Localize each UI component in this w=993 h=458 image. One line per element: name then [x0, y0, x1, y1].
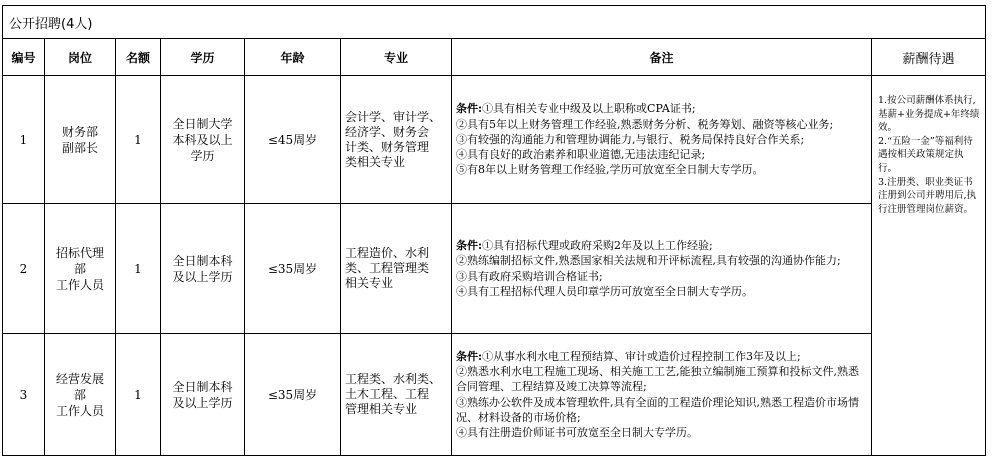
notes-label: 条件:	[456, 102, 483, 116]
education-line: 及以上学历	[172, 269, 233, 284]
note-item: ②具有5年以上财务管理工作经验,熟悉财务分析、税务筹划、融资等核心业务;	[456, 117, 834, 131]
header-major: 专业	[341, 39, 452, 76]
table-title: 公开招聘(4人)	[3, 6, 986, 39]
salary-cell	[872, 76, 986, 456]
education-line: 及以上学历	[172, 395, 233, 410]
note-item: ④具有良好的政治素养和职业道德,无违法违纪记录;	[456, 148, 706, 162]
note-item: ①具有相关专业中级及以上职称或CPA证书;	[482, 102, 696, 116]
education-cell	[161, 76, 245, 204]
education-cell	[161, 334, 245, 456]
note-item: ④具有工程招标代理人员印章学历可放宽至全日制大专学历。	[456, 284, 753, 298]
major-cell	[341, 334, 452, 456]
row-number: 2	[3, 204, 45, 334]
major-line: 工程造价、水利	[345, 246, 430, 260]
note-item: ②熟悉水利水电工程施工现场、相关施工工艺,能独立编制施工预算和投标文件,熟悉合同管理、工程结算及竣工决算等流程;	[456, 365, 859, 394]
header-education: 学历	[161, 39, 245, 76]
note-item: ③具有政府采购培训合格证书;	[456, 269, 603, 283]
education-line: 全日制本科	[172, 253, 233, 268]
education-line: 本科及以上	[172, 132, 233, 147]
row-number: 3	[3, 334, 45, 456]
quota-cell: 1	[116, 204, 161, 334]
major-line: 经济学、财务会	[345, 124, 430, 139]
major-line: 计类、财务管理	[345, 139, 430, 154]
header-notes: 备注	[452, 39, 872, 76]
note-item: ①从事水利水电工程预结算、审计或造价过程控制工作3年及以上;	[482, 349, 801, 363]
education-line: 全日制大学	[172, 116, 233, 131]
note-item: ①具有招标代理或政府采购2年及以上工作经验;	[482, 239, 713, 253]
position-cell	[45, 334, 116, 456]
note-item: ③熟练办公软件及成本管理软件,具有全面的工程造价理论知识,熟悉工程造价市场情况、材料设备的市场价格;	[456, 395, 859, 424]
header-row	[3, 39, 986, 76]
major-line: 工程类、水利类、	[345, 372, 442, 386]
note-item: ⑤有8年以上财务管理工作经验,学历可放宽至全日制大专学历。	[456, 163, 764, 177]
age-cell: ≤35周岁	[245, 334, 341, 456]
header-position: 岗位	[45, 39, 116, 76]
note-item: ③有较强的沟通能力和管理协调能力,与银行、税务局保持良好合作关系;	[456, 132, 805, 146]
table-row	[3, 76, 986, 204]
notes-cell	[452, 204, 872, 334]
position-line: 经营发展	[55, 371, 104, 386]
major-cell	[341, 204, 452, 334]
quota-cell: 1	[116, 76, 161, 204]
recruitment-table-wrapper	[2, 5, 985, 456]
header-quota: 名额	[116, 39, 161, 76]
position-cell	[45, 204, 116, 334]
major-line: 相关专业	[345, 276, 394, 290]
major-line: 会计学、审计学、	[345, 109, 442, 124]
major-line: 管理相关专业	[345, 402, 418, 416]
notes-label: 条件:	[456, 349, 483, 363]
notes-cell	[452, 76, 872, 204]
education-line: 学历	[190, 148, 215, 163]
education-cell	[161, 204, 245, 334]
notes-label: 条件:	[456, 239, 483, 253]
position-cell	[45, 76, 116, 204]
major-line: 土木工程、工程	[345, 387, 430, 401]
position-line: 部	[73, 387, 86, 402]
position-line: 部	[73, 261, 86, 276]
quota-cell: 1	[116, 334, 161, 456]
table-row	[3, 204, 986, 334]
salary-item: 1.按公司薪酬体系执行,基薪+业务提成+年终绩效。	[878, 95, 980, 134]
notes-cell	[452, 334, 872, 456]
major-line: 类相关专业	[345, 154, 406, 169]
salary-item: 3.注册类、职业类证书注册到公司并聘用后,执行注册管理岗位薪资。	[878, 176, 977, 215]
header-age: 年龄	[245, 39, 341, 76]
position-line: 招标代理	[55, 245, 104, 260]
header-no: 编号	[3, 39, 45, 76]
recruitment-table	[2, 5, 986, 456]
header-salary: 薪酬待遇	[872, 39, 986, 76]
note-item: ④具有注册造价师证书可放宽至全日制大专学历。	[456, 425, 698, 439]
position-line: 财务部	[61, 124, 98, 139]
position-line: 副部长	[61, 140, 98, 155]
salary-item: 2.“五险一金”等福利待遇按相关政策规定执行。	[878, 135, 973, 174]
education-line: 全日制本科	[172, 379, 233, 394]
note-item: ②熟练编制招标文件,熟悉国家相关法规和开评标流程,具有较强的沟通协作能力;	[456, 254, 841, 268]
major-cell	[341, 76, 452, 204]
major-line: 类、工程管理类	[345, 261, 430, 275]
position-line: 工作人员	[55, 277, 104, 292]
row-number: 1	[3, 76, 45, 204]
age-cell: ≤45周岁	[245, 76, 341, 204]
position-line: 工作人员	[55, 403, 104, 418]
table-row	[3, 334, 986, 456]
age-cell: ≤35周岁	[245, 204, 341, 334]
